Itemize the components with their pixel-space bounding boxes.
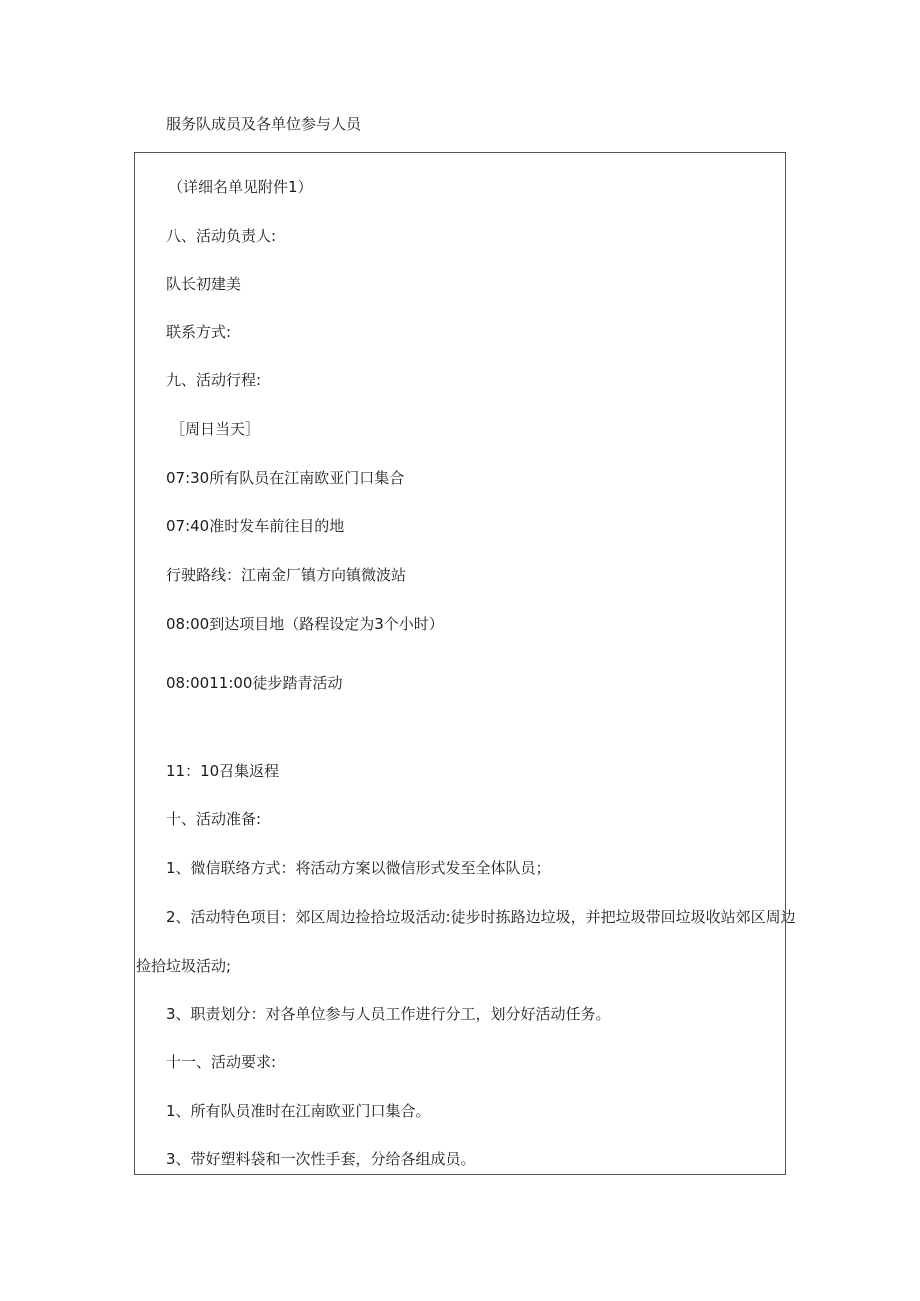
text-line-0740: 07:40准时发车前往目的地 bbox=[166, 517, 345, 535]
text-line-req-3: 3、带好塑料袋和一次性手套，分给各组成员。 bbox=[166, 1150, 476, 1168]
text-line-prep-1: 1、微信联络方式：将活动方案以微信形式发至全体队员； bbox=[166, 859, 551, 877]
text-line-section-eleven: 十一、活动要求: bbox=[166, 1053, 277, 1071]
text-line-section-nine: 九、活动行程: bbox=[166, 371, 262, 389]
text-line-prep-2: 2、活动特色项目：郊区周边捡拾垃圾活动:徒步时拣路边垃圾，并把垃圾带回垃圾收站郊区周边 bbox=[166, 908, 796, 926]
text-line-attachment-note: （详细名单见附件1） bbox=[168, 178, 313, 196]
text-line-contact: 联系方式: bbox=[166, 323, 232, 341]
text-line-route: 行驶路线：江南金厂镇方向镇微波站 bbox=[166, 566, 407, 584]
section-heading: 服务队成员及各单位参与人员 bbox=[166, 115, 362, 133]
text-line-req-1: 1、所有队员准时在江南欧亚门口集合。 bbox=[166, 1102, 431, 1120]
text-line-section-eight: 八、活动负责人: bbox=[166, 227, 277, 245]
text-line-0730: 07:30所有队员在江南欧亚门口集合 bbox=[166, 469, 405, 487]
text-line-prep-3: 3、职责划分：对各单位参与人员工作进行分工，划分好活动任务。 bbox=[166, 1005, 611, 1023]
text-line-leader: 队长初建美 bbox=[166, 275, 242, 293]
text-line-0800: 08:00到达项目地（路程设定为3个小时） bbox=[166, 615, 444, 633]
text-line-prep-2-cont: 捡拾垃圾活动; bbox=[136, 957, 232, 975]
text-line-return: 11：10召集返程 bbox=[166, 762, 280, 780]
text-line-sunday: ［周日当天］ bbox=[170, 420, 261, 438]
text-line-section-ten: 十、活动准备: bbox=[166, 810, 262, 828]
text-line-hiking: 08:0011:00徒步踏青活动 bbox=[166, 674, 343, 692]
